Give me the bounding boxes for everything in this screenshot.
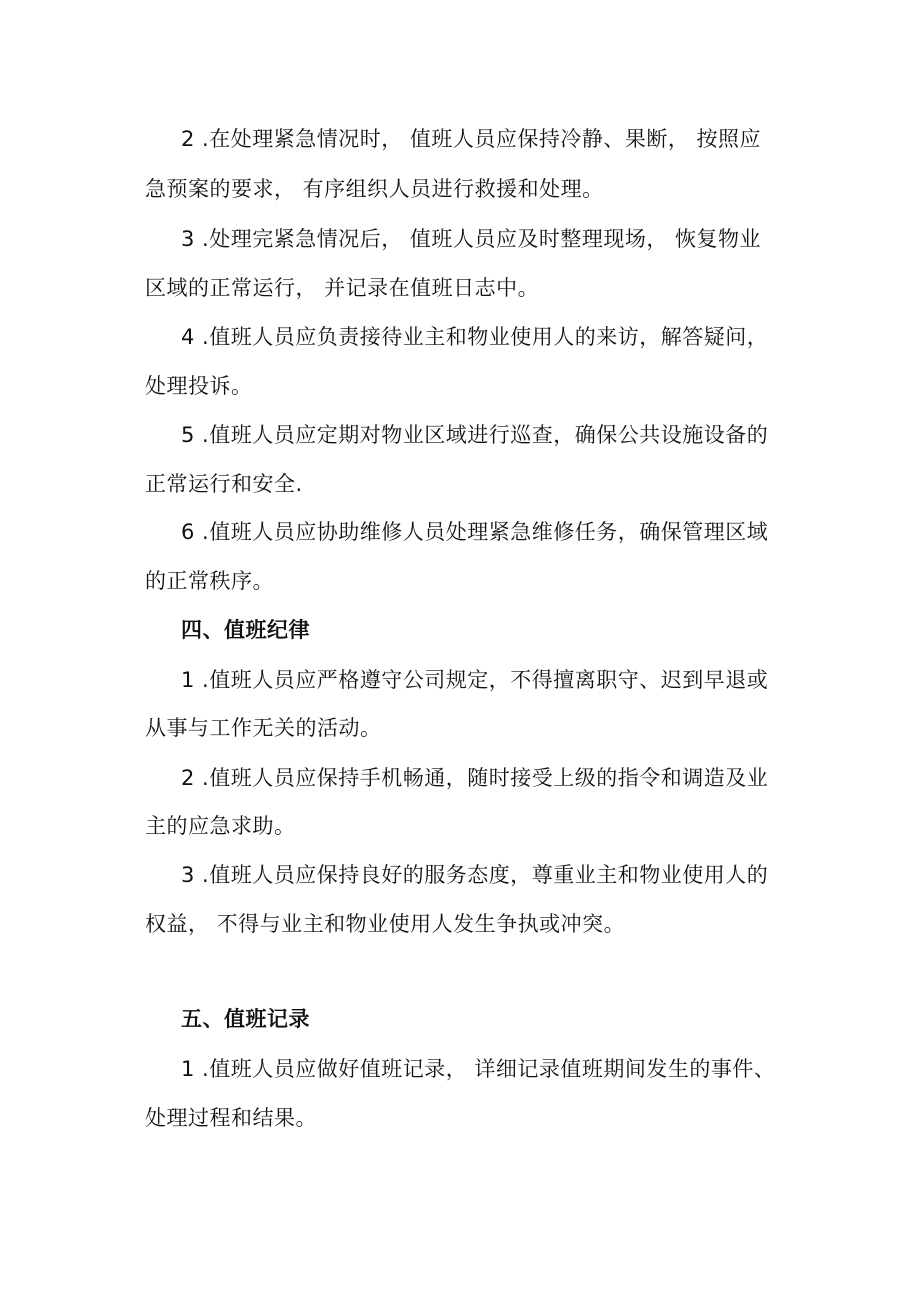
- paragraph-item-4-line1: 4 .值班人员应负责接待业主和物业使用人的来访，解答疑问，: [181, 325, 769, 349]
- records-item-1-line1: 1 .值班人员应做好值班记录， 详细记录值班期间发生的事件、: [181, 1057, 776, 1081]
- discipline-item-1-line2: 从事与工作无关的活动。: [145, 716, 382, 740]
- discipline-item-2-line2: 主的应急求助。: [145, 814, 296, 838]
- paragraph-item-2-line2: 急预案的要求， 有序组织人员进行救援和处理。: [145, 177, 604, 201]
- paragraph-item-2-line1: 2 .在处理紧急情况时， 值班人员应保持冷静、果断， 按照应: [181, 127, 762, 151]
- discipline-item-1-line1: 1 .值班人员应严格遵守公司规定，不得擅离职守、迟到早退或: [181, 668, 769, 692]
- section-heading-discipline: 四、值班纪律: [181, 618, 310, 642]
- section-heading-records: 五、值班记录: [181, 1007, 310, 1031]
- paragraph-item-6-line1: 6 .值班人员应协助维修人员处理紧急维修任务，确保管理区域: [181, 520, 769, 544]
- paragraph-item-3-line1: 3 .处理完紧急情况后， 值班人员应及时整理现场， 恢复物业: [181, 227, 762, 251]
- paragraph-item-6-line2: 的正常秩序。: [145, 569, 274, 593]
- discipline-item-3-line1: 3 .值班人员应保持良好的服务态度，尊重业主和物业使用人的: [181, 863, 769, 887]
- paragraph-item-5-line1: 5 .值班人员应定期对物业区域进行巡查，确保公共设施设备的: [181, 423, 769, 447]
- discipline-item-3-line2: 权益， 不得与业主和物业使用人发生争执或冲突。: [145, 912, 626, 936]
- paragraph-item-3-line2: 区域的正常运行， 并记录在值班日志中。: [145, 276, 540, 300]
- discipline-item-2-line1: 2 .值班人员应保持手机畅通，随时接受上级的指令和调造及业: [181, 766, 769, 790]
- records-item-1-line2: 处理过程和结果。: [145, 1106, 317, 1130]
- paragraph-item-4-line2: 处理投诉。: [145, 374, 253, 398]
- paragraph-item-5-line2: 正常运行和安全.: [145, 472, 303, 496]
